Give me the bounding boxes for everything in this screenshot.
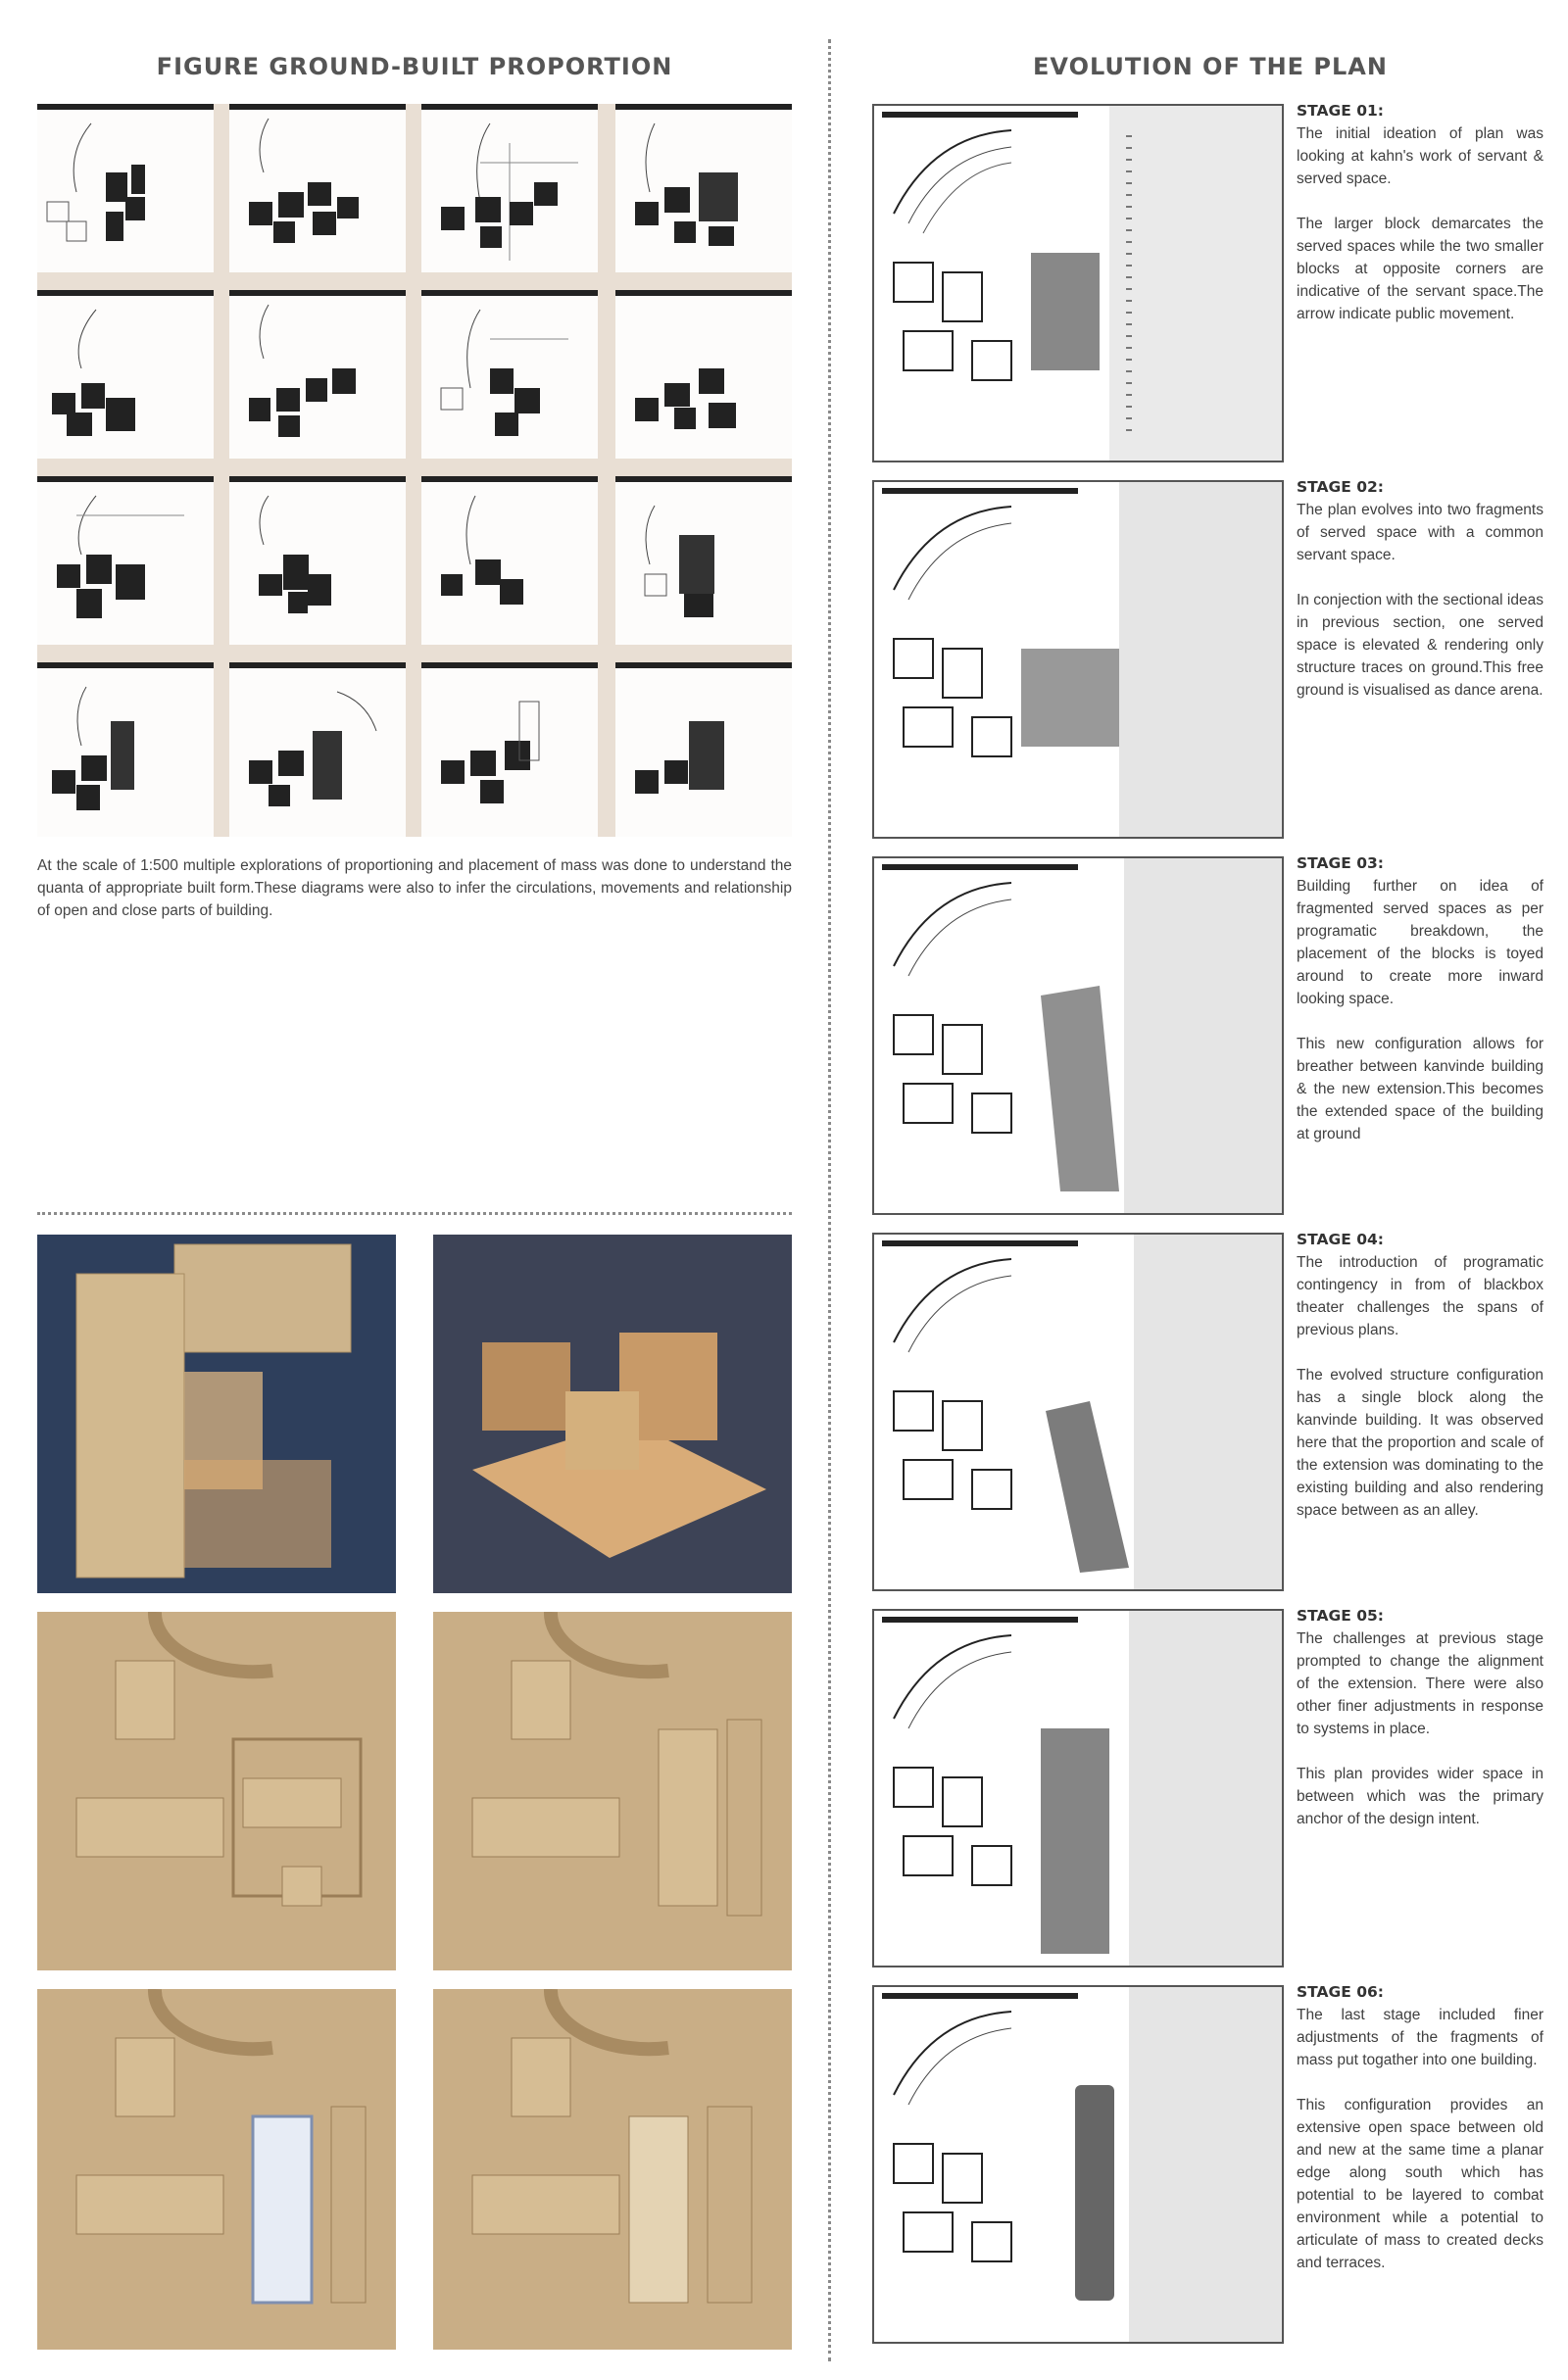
figure-ground-diagram (37, 290, 214, 459)
stage-paragraph: The initial ideation of plan was looking at kahn's work of servant & served space. (1297, 125, 1544, 187)
stage-title: STAGE 02: (1297, 478, 1385, 496)
right-heading: EVOLUTION OF THE PLAN (1033, 53, 1388, 80)
figure-ground-diagram (421, 662, 598, 837)
stage-paragraph: This plan provides wider space in between which was the primary anchor of the design intent. (1297, 1766, 1544, 1827)
vertical-divider (828, 39, 831, 2361)
stage-paragraph: Building further on idea of fragmented served spaces as per programatic breakdown, the placement of the blocks is toyed around to create more inward looking space. (1297, 878, 1544, 1007)
stage-title: STAGE 03: (1297, 854, 1385, 872)
stage-paragraph: The evolved structure configuration has a single block along the kanvinde building. It was observed here that the proportion and scale of the extension was dominating to the existing building and also rendering space between as an alley. (1297, 1367, 1544, 1519)
figure-ground-diagram (229, 476, 406, 645)
figure-ground-diagram (229, 290, 406, 459)
figure-ground-diagram (615, 290, 792, 459)
stage-01-text (1297, 100, 1544, 325)
stage-paragraph: The larger block demarcates the served spaces while the two smaller blocks at opposite corners are indicative of the servant space.The arrow indicate public movement. (1297, 216, 1544, 322)
stage-02-text (1297, 476, 1544, 702)
stage-paragraph: This new configuration allows for breather between kanvinde building & the new extension.This becomes the extended space of the building at ground (1297, 1036, 1544, 1142)
stage-title: STAGE 06: (1297, 1983, 1385, 2001)
stage-05-plan (872, 1609, 1284, 1967)
stage-title: STAGE 04: (1297, 1231, 1385, 1248)
figure-ground-diagram (615, 662, 792, 837)
stage-03-plan (872, 856, 1284, 1215)
horizontal-divider (37, 1212, 792, 1215)
figure-ground-grid (37, 104, 792, 837)
figure-ground-diagram (229, 104, 406, 272)
left-heading: FIGURE GROUND-BUILT PROPORTION (156, 53, 673, 80)
stage-05-text (1297, 1605, 1544, 1830)
figure-ground-diagram (615, 104, 792, 272)
model-photo (37, 1989, 396, 2350)
stage-03-text (1297, 852, 1544, 1145)
stage-paragraph: The introduction of programatic contingency in from of blackbox theater challenges the spans of previous plans. (1297, 1254, 1544, 1338)
stage-title: STAGE 05: (1297, 1607, 1385, 1625)
figure-ground-diagram (229, 662, 406, 837)
stage-paragraph: In conjection with the sectional ideas in previous section, one served space is elevated & rendering only structure traces on ground.This free ground is visualised as dance arena. (1297, 592, 1544, 699)
model-photo (433, 1235, 792, 1593)
figure-ground-diagram (37, 104, 214, 272)
stage-title: STAGE 01: (1297, 102, 1385, 120)
stage-paragraph: This configuration provides an extensive open space between old and new at the same time a planar edge along south which has potential to be layered to combat environment while a potential to articulate of mass to created decks and terraces. (1297, 2097, 1544, 2271)
stage-04-plan (872, 1233, 1284, 1591)
stage-paragraph: The last stage included finer adjustments of the fragments of mass put togather into one building. (1297, 2007, 1544, 2068)
figure-ground-caption: At the scale of 1:500 multiple explorations of proportioning and placement of mass was done to understand the quanta of appropriate built form.These diagrams were also to infer the circulations, movements and relationship of open and close parts of building. (37, 857, 792, 919)
model-photo (433, 1612, 792, 1970)
stage-06-plan (872, 1985, 1284, 2344)
stage-01-plan (872, 104, 1284, 462)
model-photo (433, 1989, 792, 2350)
figure-ground-diagram (37, 476, 214, 645)
figure-ground-diagram (421, 290, 598, 459)
figure-ground-diagram (421, 476, 598, 645)
model-photo (37, 1235, 396, 1593)
stage-02-plan (872, 480, 1284, 839)
stage-06-text (1297, 1981, 1544, 2274)
figure-ground-diagram (615, 476, 792, 645)
stage-paragraph: The plan evolves into two fragments of served space with a common servant space. (1297, 502, 1544, 563)
stage-04-text (1297, 1229, 1544, 1522)
stage-paragraph: The challenges at previous stage prompted to change the alignment of the extension. There were also other finer adjustments in response to systems in place. (1297, 1630, 1544, 1737)
figure-ground-diagram (37, 662, 214, 837)
figure-ground-diagram (421, 104, 598, 272)
model-photo (37, 1612, 396, 1970)
